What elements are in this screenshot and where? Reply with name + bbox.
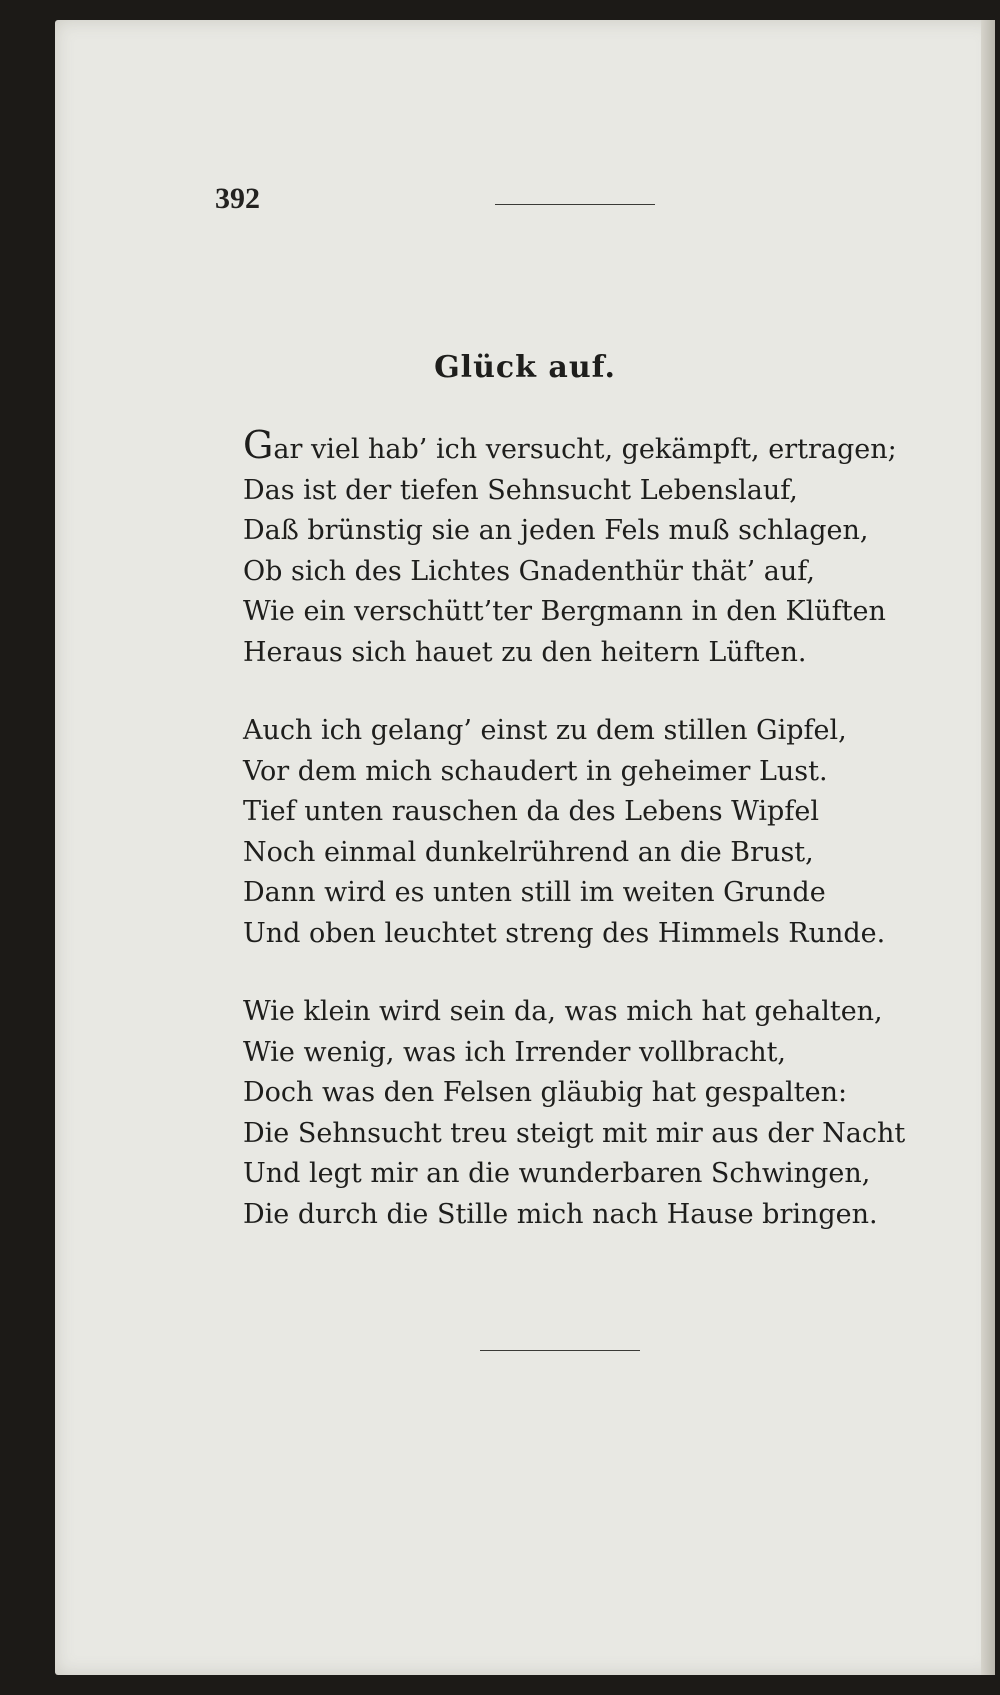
end-rule — [480, 1350, 640, 1351]
poem-line: Heraus sich hauet zu den heitern Lüften. — [243, 636, 807, 668]
poem-line: Doch was den Felsen gläubig hat gespalten: — [243, 1077, 848, 1108]
poem-line: Vor dem mich schaudert in geheimer Lust. — [243, 755, 828, 787]
poem-line: Gar viel hab’ ich versucht, gekämpft, ertragen; — [243, 423, 897, 467]
poem-line: Tief unten rauschen da des Lebens Wipfel — [243, 796, 819, 827]
poem-line: Die durch die Stille mich nach Hause bringen. — [243, 1198, 878, 1230]
poem-line: Und legt mir an die wunderbaren Schwingen, — [243, 1158, 871, 1189]
page-number: 392 — [215, 182, 260, 215]
poem-line: Wie klein wird sein da, was mich hat gehalten, — [243, 996, 883, 1027]
poem-line: Noch einmal dunkelrührend an die Brust, — [243, 836, 814, 868]
poem-line: Daß brünstig sie an jeden Fels muß schlagen, — [243, 515, 869, 546]
poem-line: Dann wird es unten still im weiten Grunde — [243, 877, 826, 908]
poem-line: Das ist der tiefen Sehnsucht Lebenslauf, — [243, 474, 798, 506]
poem-line: Auch ich gelang’ einst zu dem stillen Gipfel, — [243, 715, 847, 746]
poem-line: Ob sich des Lichtes Gnadenthür thät’ auf, — [243, 555, 815, 587]
book-page — [55, 20, 995, 1675]
stanza-3 — [243, 992, 943, 1235]
poem-line: Die Sehnsucht treu steigt mit mir aus der Nacht — [243, 1117, 906, 1149]
stanza-2 — [243, 711, 943, 954]
poem-line: Und oben leuchtet streng des Himmels Runde. — [243, 917, 886, 949]
poem-line: Wie wenig, was ich Irrender vollbracht, — [243, 1036, 787, 1068]
poem-body — [243, 425, 943, 1273]
header-rule — [495, 204, 655, 205]
page-edge — [981, 20, 995, 1675]
poem-title: Glück auf. — [434, 350, 616, 385]
poem-line: Wie ein verschütt’ter Bergmann in den Klüften — [243, 596, 886, 627]
stanza-1 — [243, 425, 943, 673]
